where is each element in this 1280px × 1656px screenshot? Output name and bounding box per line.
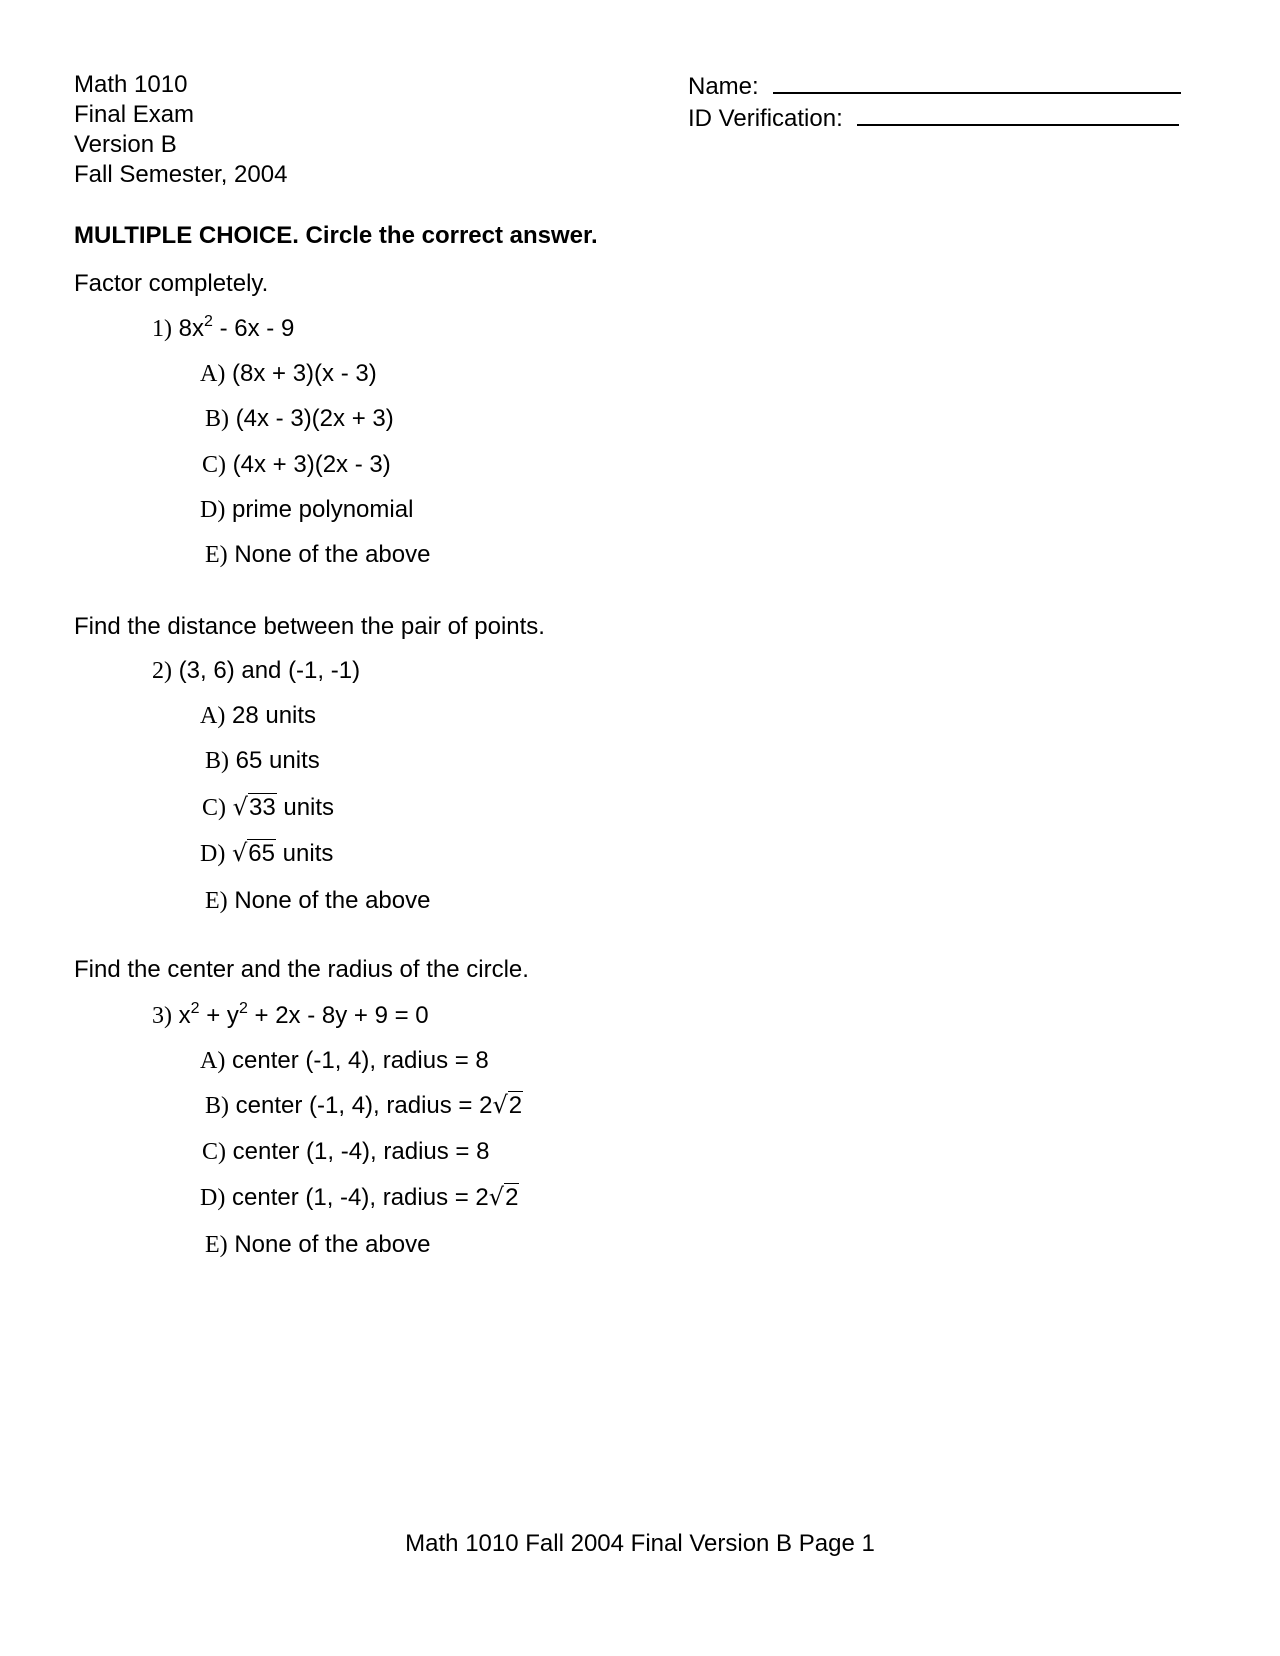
q3-option-b[interactable] [205, 1091, 523, 1120]
option-text: center (-1, 4), radius = 8 [232, 1047, 489, 1074]
student-fields [688, 70, 1181, 134]
exam-version: Version B [74, 131, 177, 158]
option-letter: A) [200, 703, 226, 729]
option-text: None of the above [234, 1231, 431, 1258]
option-letter: E) [205, 888, 228, 914]
option-letter: D) [200, 1185, 226, 1211]
option-letter: C) [202, 1139, 226, 1165]
radicand: 33 [248, 794, 276, 821]
option-letter: A) [200, 361, 226, 387]
square-root-symbol: √65 [232, 839, 275, 867]
option-text: 65 units [235, 747, 320, 774]
q2-prompt [152, 657, 360, 685]
q1-instruction: Factor completely. [74, 270, 269, 297]
q1-expression-base: 8x [178, 315, 205, 342]
q3-option-a[interactable] [200, 1047, 489, 1075]
exam-semester: Fall Semester, 2004 [74, 161, 288, 188]
option-text: (8x + 3)(x - 3) [232, 360, 377, 387]
option-text: None of the above [234, 887, 431, 914]
q3-instruction: Find the center and the radius of the circle. [74, 956, 529, 983]
square-root-symbol: √2 [492, 1091, 523, 1119]
course-name: Math 1010 [74, 71, 188, 98]
radicand: 2 [505, 1184, 519, 1211]
option-letter: D) [200, 497, 226, 523]
q1-option-d[interactable] [200, 496, 413, 524]
option-text: prime polynomial [232, 496, 414, 523]
q1-option-c[interactable] [202, 451, 391, 479]
option-letter: E) [205, 1232, 228, 1258]
q1-number: 1) [152, 316, 172, 342]
q2-option-c[interactable] [202, 793, 334, 822]
square-root-symbol: √2 [488, 1183, 519, 1211]
option-letter: E) [205, 542, 228, 568]
option-letter: B) [205, 406, 229, 432]
name-blank[interactable] [773, 70, 1181, 94]
q3-term-rest: + 2x - 8y + 9 = 0 [247, 1002, 429, 1029]
q1-exponent: 2 [204, 313, 213, 330]
q2-number: 2) [152, 658, 172, 684]
q1-option-b[interactable] [205, 405, 394, 433]
q3-exponent-y: 2 [238, 1000, 248, 1017]
q1-expression-rest: - 6x - 9 [212, 315, 295, 342]
q3-term-x: x [178, 1002, 191, 1029]
q2-option-e[interactable] [205, 887, 430, 915]
option-letter: B) [205, 748, 229, 774]
option-letter: D) [200, 841, 226, 867]
name-label: Name: [688, 73, 759, 100]
q2-option-b[interactable] [205, 747, 320, 775]
q2-points: (3, 6) and (-1, -1) [178, 657, 361, 684]
option-text: 28 units [232, 702, 317, 729]
option-text: center (1, -4), radius = 8 [232, 1138, 490, 1165]
option-text: units [276, 840, 334, 867]
option-letter: B) [205, 1093, 229, 1119]
option-text: units [276, 794, 335, 821]
q3-option-e[interactable] [205, 1231, 430, 1259]
option-letter: A) [200, 1048, 226, 1074]
q1-option-a[interactable] [200, 360, 377, 388]
square-root-symbol: √33 [232, 793, 276, 821]
radicand: 2 [508, 1092, 523, 1119]
option-text: center (1, -4), radius = 2 [232, 1184, 489, 1211]
q3-option-d[interactable] [200, 1183, 519, 1212]
q2-option-a[interactable] [200, 702, 316, 730]
radicand: 65 [248, 840, 275, 867]
q3-option-c[interactable] [202, 1138, 489, 1166]
id-verification-label: ID Verification: [688, 105, 843, 132]
exam-title: Final Exam [74, 101, 195, 128]
q3-prompt [152, 1000, 429, 1030]
option-letter: C) [202, 795, 226, 821]
option-letter: C) [202, 452, 226, 478]
section-heading: MULTIPLE CHOICE. Circle the correct answer. [74, 222, 598, 249]
page-footer: Math 1010 Fall 2004 Final Version B Page 1 [405, 1530, 875, 1557]
id-field-row [688, 102, 1181, 134]
option-text: None of the above [234, 541, 431, 568]
q1-prompt [152, 313, 294, 343]
option-text: (4x + 3)(2x - 3) [232, 451, 391, 478]
name-field-row [688, 70, 1181, 102]
q1-option-e[interactable] [205, 541, 430, 569]
course-info [74, 70, 287, 190]
q3-exponent-x: 2 [190, 1000, 200, 1017]
q2-instruction: Find the distance between the pair of points. [74, 613, 545, 640]
q3-number: 3) [152, 1003, 172, 1029]
q3-term-y: + y [199, 1002, 239, 1029]
q2-option-d[interactable] [200, 839, 333, 868]
id-verification-blank[interactable] [857, 102, 1179, 126]
option-text: center (-1, 4), radius = 2 [235, 1092, 493, 1119]
option-text: (4x - 3)(2x + 3) [235, 405, 394, 432]
